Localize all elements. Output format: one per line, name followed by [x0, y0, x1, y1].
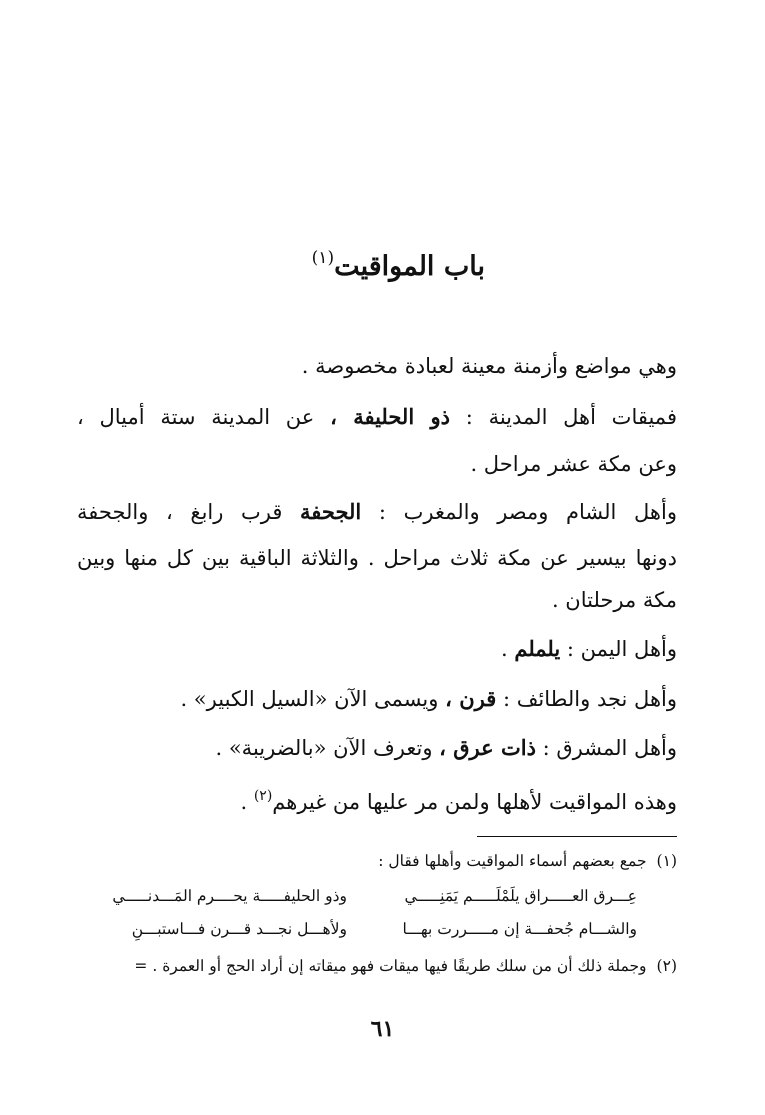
p3-line-2-text: دونها بيسير عن مكة ثلاث مراحل . والثلاثة الباقية بين كل منها وبين	[77, 546, 677, 570]
paragraph-2-line-2	[77, 450, 677, 478]
footnote-1	[57, 850, 677, 872]
p3-intro: وأهل الشام ومصر والمغرب :	[378, 500, 677, 524]
paragraph-2-line-1	[77, 403, 677, 431]
p5-rest: ويسمى الآن «السيل الكبير» .	[180, 687, 439, 711]
p2-miqat-name: ذو الحليفة ،	[330, 404, 451, 429]
paragraph-4	[77, 635, 677, 663]
verse-1-first-hemistich	[405, 885, 637, 907]
footnote-1-number: (١)	[656, 852, 677, 870]
p3-miqat-name: الجحفة	[300, 499, 362, 524]
p4-intro: وأهل اليمن :	[566, 637, 677, 661]
p3-line-3-text: مكة مرحلتان .	[551, 588, 677, 612]
footnote-2-number: (٢)	[656, 957, 677, 975]
footnote-ref-2: (٢)	[253, 788, 273, 804]
p4-end: .	[500, 637, 508, 661]
chapter-title-text: باب المواقيت	[334, 251, 485, 282]
verse-1-second-hemistich	[112, 885, 347, 907]
footnote-1-text: جمع بعضهم أسماء المواقيت وأهلها فقال :	[378, 852, 647, 870]
footnote-ref-1: (١)	[311, 248, 335, 268]
verse-2-first-hemistich	[403, 918, 637, 940]
paragraph-3-line-3	[77, 586, 677, 614]
p5-intro: وأهل نجد والطائف :	[502, 687, 677, 711]
p2-line-2-text: وعن مكة عشر مراحل .	[470, 452, 677, 476]
paragraph-1-text: وهي مواضع وأزمنة معينة لعبادة مخصوصة .	[301, 354, 677, 378]
p7-end: .	[240, 790, 248, 814]
paragraph-1	[77, 352, 677, 380]
p6-miqat-name: ذات عرق ،	[439, 735, 536, 760]
verse-2-second-text: ولأهـــل نجـــد قـــرن فـــاستبـــنِ	[131, 920, 347, 938]
paragraph-5	[77, 685, 677, 713]
chapter-title	[245, 248, 485, 282]
verse-1-first-text: عِـــرق العـــــراق يلَمْلَـــــم يَمَنِـــــي	[404, 887, 637, 905]
p4-miqat-name: يلملم	[514, 636, 561, 661]
footnote-2-text: وجملة ذلك أن من سلك طريقًا فيها ميقات فهو ميقاته إن أراد الحج أو العمرة . =	[134, 957, 647, 975]
footnote-separator	[477, 836, 677, 837]
p6-rest: وتعرف الآن «بالضريبة» .	[215, 736, 433, 760]
verse-2-first-text: والشـــام جُحفـــة إن مـــــررت بهـــا	[402, 920, 637, 938]
p2-distance: عن المدينة ستة أميال ،	[77, 405, 315, 429]
p7-text: وهذه المواقيت لأهلها ولمن مر عليها من غيرهم	[272, 790, 677, 814]
paragraph-7	[77, 782, 677, 816]
paragraph-6	[77, 734, 677, 762]
p2-intro: فميقات أهل المدينة :	[465, 405, 677, 429]
verse-1-second-text: وذو الحليفـــــة يحــــرم المَـــدنـــــي	[112, 887, 347, 905]
paragraph-3-line-2	[77, 544, 677, 572]
paragraph-3-line-1	[77, 498, 677, 526]
p5-miqat-name: قرن ،	[445, 686, 497, 711]
verse-2-second-hemistich	[132, 918, 347, 940]
page-number: ٦١	[370, 1016, 395, 1042]
p3-location: قرب رابغ ، والجحفة	[77, 500, 283, 524]
p6-intro: وأهل المشرق :	[542, 736, 677, 760]
footnote-2	[57, 955, 677, 977]
